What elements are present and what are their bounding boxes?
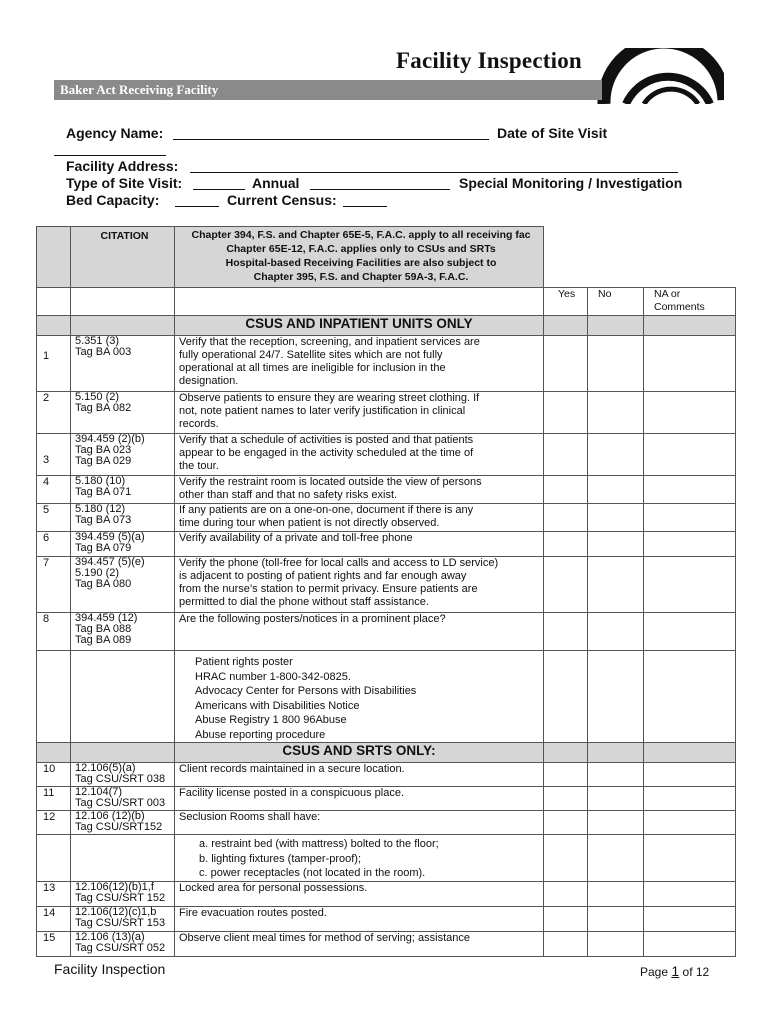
- description-text: the tour.: [179, 460, 219, 472]
- seclusion-item: b. lighting fixtures (tamper-proof);: [199, 852, 362, 865]
- yes-cell[interactable]: [544, 557, 588, 613]
- row-number: 3: [37, 434, 71, 476]
- current-census-field[interactable]: [343, 206, 387, 207]
- citation-text: Tag BA 082: [75, 402, 132, 414]
- row-number: 2: [37, 392, 71, 434]
- row-number: 13: [37, 881, 71, 906]
- description-text: permitted to dial the phone without staff assistance.: [179, 596, 429, 608]
- no-cell[interactable]: [588, 476, 644, 504]
- row-number: 12: [37, 811, 71, 835]
- citation-cell: [71, 557, 175, 613]
- citation-text: 12.106(12)(b)1,f: [75, 881, 154, 893]
- citation-text: Tag BA 088: [75, 623, 132, 635]
- bed-capacity-field[interactable]: [175, 206, 219, 207]
- poster-item: Patient rights poster: [195, 656, 293, 668]
- description-text: is adjacent to posting of patient rights and far enough away: [179, 570, 467, 582]
- citation-text: Tag CSU/SRT 152: [75, 891, 166, 904]
- annual-label: Annual: [252, 175, 300, 191]
- no-cell[interactable]: [588, 336, 644, 392]
- poster-item: Americans with Disabilities Notice: [195, 699, 360, 712]
- table-row: [37, 504, 736, 532]
- no-cell[interactable]: [588, 434, 644, 476]
- na-comments-cell[interactable]: [644, 476, 736, 504]
- no-cell[interactable]: [588, 811, 644, 835]
- description-text: from the nurse’s station to permit privacy. Ensure patients are: [179, 583, 478, 595]
- section-header-row: [37, 316, 736, 336]
- table-row: [37, 811, 736, 835]
- description-text: Verify that a schedule of activities is posted and that patients: [179, 434, 474, 446]
- citation-text: Tag BA 029: [75, 455, 132, 467]
- yes-cell[interactable]: [544, 613, 588, 651]
- description-text: not, note patient names to later verify justification in clinical: [179, 405, 466, 417]
- yes-cell[interactable]: [544, 763, 588, 787]
- row-number: 8: [37, 613, 71, 651]
- table-header-row: [37, 227, 736, 288]
- citation-cell: [71, 881, 175, 906]
- poster-item: Abuse reporting procedure: [195, 728, 326, 741]
- poster-item: Abuse Registry 1 800 96Abuse: [195, 714, 347, 726]
- description-cell: [175, 763, 544, 787]
- row-number: 11: [37, 787, 71, 811]
- current-census-label: Current Census:: [227, 192, 337, 208]
- citation-cell: [71, 532, 175, 557]
- citation-text: Tag CSU/SRT 038: [75, 773, 166, 785]
- na-comments-cell[interactable]: [644, 811, 736, 835]
- seclusion-item: a. restraint bed (with mattress) bolted to the floor;: [199, 838, 439, 850]
- citation-cell: [71, 931, 175, 956]
- description-text: Client records maintained in a secure location.: [179, 763, 405, 775]
- citation-cell: [71, 811, 175, 835]
- poster-list: [175, 651, 544, 743]
- na-comments-cell[interactable]: [644, 763, 736, 787]
- citation-text: Tag BA 023: [75, 444, 132, 456]
- citation-text: Tag BA 089: [75, 634, 132, 646]
- section-title-csus-srts: CSUS AND SRTS ONLY:: [175, 743, 544, 763]
- no-cell[interactable]: [588, 504, 644, 532]
- na-comments-cell[interactable]: [644, 651, 736, 743]
- citation-text: Tag CSU/SRT152: [75, 821, 163, 833]
- footer-title: Facility Inspection: [54, 961, 166, 977]
- chapter-note-line: Chapter 394, F.S. and Chapter 65E-5, F.A.C. apply to all receiving fac: [191, 229, 531, 241]
- no-cell[interactable]: [588, 557, 644, 613]
- section-title-csus-inpatient: CSUS AND INPATIENT UNITS ONLY: [175, 316, 544, 336]
- description-cell: [175, 392, 544, 434]
- na-comments-column-header: [644, 288, 736, 316]
- yes-cell[interactable]: [544, 906, 588, 931]
- facility-address-label: Facility Address:: [66, 158, 179, 174]
- citation-cell: [71, 392, 175, 434]
- description-cell: [175, 811, 544, 835]
- poster-item: Advocacy Center for Persons with Disabilities: [195, 685, 417, 697]
- na-comments-cell[interactable]: [644, 613, 736, 651]
- facility-address-field[interactable]: [190, 172, 678, 173]
- no-cell[interactable]: [588, 906, 644, 931]
- citation-text: Tag BA 080: [75, 578, 132, 590]
- citation-text: 5.180 (10): [75, 475, 126, 487]
- poster-item: HRAC number 1-800-342-0825.: [195, 670, 351, 683]
- citation-cell: [71, 787, 175, 811]
- yes-cell[interactable]: [544, 835, 588, 882]
- description-text: Observe patients to ensure they are wearing street clothing. If: [179, 392, 480, 404]
- no-column-header: No: [588, 288, 644, 316]
- citation-text: 394.457 (5)(e): [75, 556, 145, 568]
- citation-text: 12.106 (13)(a): [75, 931, 145, 943]
- description-text: Are the following posters/notices in a prominent place?: [179, 613, 446, 625]
- citation-cell: [71, 763, 175, 787]
- citation-cell: [71, 336, 175, 392]
- seclusion-list-row: [37, 835, 736, 882]
- table-row: [37, 392, 736, 434]
- citation-text: Tag BA 071: [75, 486, 132, 498]
- chapter-note-line: Chapter 395, F.S. and Chapter 59A-3, F.A.C.: [253, 271, 469, 283]
- yes-cell[interactable]: [544, 787, 588, 811]
- na-comments-cell[interactable]: [644, 392, 736, 434]
- description-cell: [175, 476, 544, 504]
- description-text: Verify the restraint room is located outside the view of persons: [179, 476, 482, 488]
- row-number: 15: [37, 931, 71, 956]
- description-text: Verify that the reception, screening, and inpatient services are: [179, 336, 480, 348]
- na-comments-cell[interactable]: [644, 881, 736, 906]
- date-of-visit-field[interactable]: [54, 155, 166, 156]
- citation-cell: [71, 434, 175, 476]
- agency-name-field[interactable]: [173, 139, 489, 140]
- row-number: 7: [37, 557, 71, 613]
- row-number: 10: [37, 763, 71, 787]
- citation-text: 12.106(5)(a): [75, 762, 136, 774]
- yes-cell[interactable]: [544, 336, 588, 392]
- table-row: [37, 532, 736, 557]
- yes-cell[interactable]: [544, 881, 588, 906]
- page-number: 1: [671, 963, 680, 979]
- table-row: [37, 787, 736, 811]
- citation-text: 12.104(7): [75, 786, 123, 798]
- description-text: appear to be engaged in the activity scheduled at the time of: [179, 447, 474, 459]
- description-text: If any patients are on a one-on-one, document if there is any: [179, 504, 474, 516]
- chapter-note-line: Hospital-based Receiving Facilities are also subject to: [225, 257, 497, 269]
- no-cell[interactable]: [588, 532, 644, 557]
- na-label: NA or: [654, 288, 681, 300]
- description-text: Fire evacuation routes posted.: [179, 906, 327, 919]
- citation-text: 12.106(12)(c)1,b: [75, 906, 157, 918]
- citation-cell: [71, 613, 175, 651]
- table-row: [37, 476, 736, 504]
- citation-cell: [71, 476, 175, 504]
- chapter-note: [175, 227, 544, 288]
- description-cell: [175, 434, 544, 476]
- page-prefix: Page: [640, 965, 669, 979]
- citation-text: 5.190 (2): [75, 567, 120, 579]
- column-header-row: [37, 288, 736, 316]
- citation-text: 5.351 (3): [75, 335, 120, 347]
- description-text: time during tour when patient is not directly observed.: [179, 517, 440, 529]
- citation-text: 12.106 (12)(b): [75, 810, 145, 822]
- annual-checkbox-field[interactable]: [193, 189, 245, 190]
- yes-column-header: Yes: [544, 288, 588, 316]
- citation-text: 394.459 (12): [75, 612, 138, 624]
- no-cell[interactable]: [588, 613, 644, 651]
- description-text: Seclusion Rooms shall have:: [179, 811, 321, 823]
- description-text: Verify availability of a private and toll-free phone: [179, 532, 413, 544]
- yes-cell[interactable]: [544, 434, 588, 476]
- description-cell: [175, 532, 544, 557]
- na-comments-cell[interactable]: [644, 557, 736, 613]
- citation-text: Tag CSU/SRT 052: [75, 941, 166, 954]
- table-row: [37, 336, 736, 392]
- description-text: designation.: [179, 375, 239, 387]
- na-comments-cell[interactable]: [644, 504, 736, 532]
- description-text: Locked area for personal possessions.: [179, 881, 368, 894]
- description-cell: [175, 504, 544, 532]
- table-row: [37, 613, 736, 651]
- description-text: Verify the phone (toll-free for local calls and access to LD service): [179, 557, 499, 569]
- description-cell: [175, 613, 544, 651]
- na-comments-cell[interactable]: [644, 336, 736, 392]
- no-cell[interactable]: [588, 835, 644, 882]
- na-comments-cell[interactable]: [644, 787, 736, 811]
- seclusion-item: c. power receptacles (not located in the room).: [199, 867, 426, 879]
- special-monitoring-field[interactable]: [310, 189, 450, 190]
- citation-text: Tag BA 073: [75, 514, 132, 526]
- no-cell[interactable]: [588, 787, 644, 811]
- comments-label: Comments: [654, 301, 705, 313]
- row-number: 5: [37, 504, 71, 532]
- table-row: [37, 763, 736, 787]
- table-row: [37, 906, 736, 931]
- na-comments-cell[interactable]: [644, 532, 736, 557]
- no-cell[interactable]: [588, 881, 644, 906]
- table-row: [37, 434, 736, 476]
- yes-cell[interactable]: [544, 931, 588, 956]
- yes-cell[interactable]: [544, 811, 588, 835]
- seclusion-list: [175, 835, 544, 882]
- na-comments-cell[interactable]: [644, 931, 736, 956]
- description-cell: [175, 336, 544, 392]
- poster-list-row: [37, 651, 736, 743]
- citation-text: Tag BA 079: [75, 542, 132, 554]
- na-comments-cell[interactable]: [644, 906, 736, 931]
- table-row: [37, 931, 736, 956]
- date-of-visit-label: Date of Site Visit: [497, 125, 608, 141]
- citation-cell: [71, 504, 175, 532]
- row-number: 6: [37, 532, 71, 557]
- citation-text: 5.180 (12): [75, 503, 126, 515]
- description-text: operational at all times are ineligible for inclusion in the: [179, 362, 446, 374]
- citation-text: 5.150 (2): [75, 391, 120, 403]
- site-visit-type-label: Type of Site Visit:: [66, 175, 183, 191]
- table-row: [37, 557, 736, 613]
- description-text: fully operational 24/7. Satellite sites which are not fully: [179, 349, 443, 361]
- section-header-row: [37, 743, 736, 763]
- banner-text: Baker Act Receiving Facility: [60, 82, 219, 97]
- no-cell[interactable]: [588, 392, 644, 434]
- chapter-note-line: Chapter 65E-12, F.A.C. applies only to CSUs and SRTs: [226, 243, 496, 255]
- na-comments-cell[interactable]: [644, 434, 736, 476]
- description-text: Observe client meal times for method of serving; assistance: [179, 931, 471, 944]
- citation-text: Tag CSU/SRT 153: [75, 916, 166, 929]
- description-cell: [175, 881, 544, 906]
- citation-header: CITATION: [71, 227, 175, 288]
- yes-cell[interactable]: [544, 476, 588, 504]
- special-monitoring-label: Special Monitoring / Investigation: [459, 175, 683, 191]
- page-title: Facility Inspection: [396, 48, 582, 73]
- row-number: 14: [37, 906, 71, 931]
- na-comments-cell[interactable]: [644, 835, 736, 882]
- description-cell: [175, 787, 544, 811]
- no-cell[interactable]: [588, 931, 644, 956]
- table-row: [37, 881, 736, 906]
- yes-cell[interactable]: [544, 651, 588, 743]
- agency-name-label: Agency Name:: [66, 125, 164, 141]
- bed-capacity-label: Bed Capacity:: [66, 192, 160, 208]
- page-total: of 12: [682, 965, 710, 979]
- page-indicator: [640, 963, 709, 979]
- description-text: other than staff and that no safety risks exist.: [179, 489, 398, 501]
- citation-text: Tag CSU/SRT 003: [75, 797, 166, 809]
- yes-cell[interactable]: [544, 504, 588, 532]
- description-cell: [175, 906, 544, 931]
- description-cell: [175, 557, 544, 613]
- citation-cell: [71, 906, 175, 931]
- description-cell: [175, 931, 544, 956]
- yes-cell[interactable]: [544, 392, 588, 434]
- no-cell[interactable]: [588, 651, 644, 743]
- row-number: 4: [37, 476, 71, 504]
- citation-text: 394.459 (5)(a): [75, 531, 145, 543]
- no-cell[interactable]: [588, 763, 644, 787]
- description-text: records.: [179, 418, 219, 430]
- citation-text: Tag BA 003: [75, 346, 132, 358]
- yes-cell[interactable]: [544, 532, 588, 557]
- description-text: Facility license posted in a conspicuous place.: [179, 787, 405, 799]
- citation-text: 394.459 (2)(b): [75, 433, 145, 445]
- inspection-table: [36, 226, 736, 957]
- row-number: 1: [37, 336, 71, 392]
